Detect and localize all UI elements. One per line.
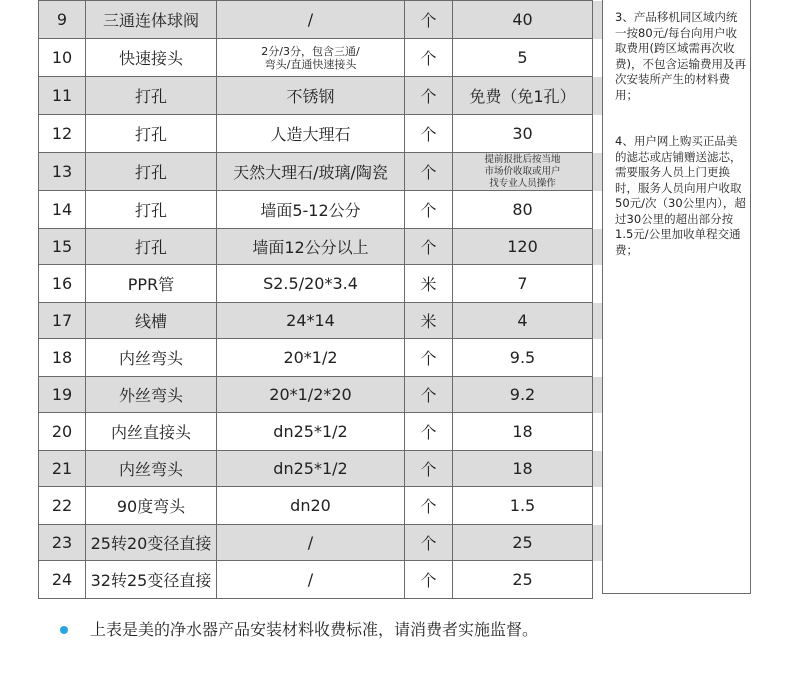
item-name: 打孔 xyxy=(86,77,217,115)
item-price: 9.5 xyxy=(453,339,593,377)
item-unit: 个 xyxy=(405,77,453,115)
item-spec: / xyxy=(217,1,405,39)
row-number: 21 xyxy=(39,451,86,487)
item-unit: 米 xyxy=(405,303,453,339)
item-unit: 个 xyxy=(405,487,453,525)
item-name: PPR管 xyxy=(86,265,217,303)
item-price: 提前报批后按当地 市场价收取或用户 找专业人员操作 xyxy=(453,153,593,191)
item-spec: / xyxy=(217,525,405,561)
item-spec: dn25*1/2 xyxy=(217,451,405,487)
row-number: 16 xyxy=(39,265,86,303)
bullet-dot-icon xyxy=(60,626,68,634)
item-name: 内丝弯头 xyxy=(86,451,217,487)
item-unit: 个 xyxy=(405,115,453,153)
item-name: 打孔 xyxy=(86,229,217,265)
item-spec: 24*14 xyxy=(217,303,405,339)
item-name: 线槽 xyxy=(86,303,217,339)
row-number: 22 xyxy=(39,487,86,525)
row-number: 11 xyxy=(39,77,86,115)
item-unit: 个 xyxy=(405,339,453,377)
item-spec: 人造大理石 xyxy=(217,115,405,153)
item-spec: dn20 xyxy=(217,487,405,525)
item-price: 4 xyxy=(453,303,593,339)
item-price: 25 xyxy=(453,525,593,561)
row-number: 17 xyxy=(39,303,86,339)
row-number: 24 xyxy=(39,561,86,599)
item-spec: dn25*1/2 xyxy=(217,413,405,451)
item-price: 1.5 xyxy=(453,487,593,525)
item-price: 7 xyxy=(453,265,593,303)
item-unit: 个 xyxy=(405,191,453,229)
item-unit: 个 xyxy=(405,451,453,487)
row-number: 19 xyxy=(39,377,86,413)
item-unit: 个 xyxy=(405,561,453,599)
item-price: 免费（免1孔） xyxy=(453,77,593,115)
item-price: 9.2 xyxy=(453,377,593,413)
item-unit: 个 xyxy=(405,1,453,39)
note-3: 3、产品移机同区域内统一按80元/每台向用户收取费用(跨区域需再次收费)，不包含运输费用及再次安装所产生的材料费用； xyxy=(615,10,746,102)
item-name: 内丝弯头 xyxy=(86,339,217,377)
item-unit: 个 xyxy=(405,153,453,191)
item-name: 打孔 xyxy=(86,153,217,191)
item-spec: 20*1/2*20 xyxy=(217,377,405,413)
row-number: 23 xyxy=(39,525,86,561)
item-name: 快速接头 xyxy=(86,39,217,77)
item-name: 90度弯头 xyxy=(86,487,217,525)
item-unit: 个 xyxy=(405,39,453,77)
row-number: 12 xyxy=(39,115,86,153)
item-name: 打孔 xyxy=(86,115,217,153)
item-spec: 墙面5-12公分 xyxy=(217,191,405,229)
item-unit: 个 xyxy=(405,377,453,413)
item-spec: S2.5/20*3.4 xyxy=(217,265,405,303)
item-price: 30 xyxy=(453,115,593,153)
item-price: 5 xyxy=(453,39,593,77)
item-unit: 个 xyxy=(405,413,453,451)
item-unit: 个 xyxy=(405,229,453,265)
item-price: 120 xyxy=(453,229,593,265)
row-number: 10 xyxy=(39,39,86,77)
footer-text: 上表是美的净水器产品安装材料收费标准，请消费者实施监督。 xyxy=(90,620,539,639)
item-price: 18 xyxy=(453,451,593,487)
row-number: 14 xyxy=(39,191,86,229)
item-unit: 米 xyxy=(405,265,453,303)
row-number: 9 xyxy=(39,1,86,39)
item-name: 内丝直接头 xyxy=(86,413,217,451)
row-number: 20 xyxy=(39,413,86,451)
row-number: 18 xyxy=(39,339,86,377)
item-spec: 不锈钢 xyxy=(217,77,405,115)
row-number: 13 xyxy=(39,153,86,191)
item-spec: / xyxy=(217,561,405,599)
item-unit: 个 xyxy=(405,525,453,561)
item-spec: 墙面12公分以上 xyxy=(217,229,405,265)
item-name: 三通连体球阀 xyxy=(86,1,217,39)
item-price: 40 xyxy=(453,1,593,39)
item-price: 25 xyxy=(453,561,593,599)
item-spec: 2分/3分，包含三通/ 弯头/直通快速接头 xyxy=(217,39,405,77)
item-spec: 天然大理石/玻璃/陶瓷 xyxy=(217,153,405,191)
item-price: 80 xyxy=(453,191,593,229)
notes-panel xyxy=(602,0,751,594)
item-price: 18 xyxy=(453,413,593,451)
item-name: 外丝弯头 xyxy=(86,377,217,413)
item-name: 25转20变径直接 xyxy=(86,525,217,561)
item-spec: 20*1/2 xyxy=(217,339,405,377)
item-name: 32转25变径直接 xyxy=(86,561,217,599)
note-4: 4、用户网上购买正品美的滤芯或店铺赠送滤芯，需要服务人员上门更换时，服务人员向用户收取50元/次（30公里内），超过30公里的超出部分按1.5元/公里加收单程交通费； xyxy=(615,134,746,257)
row-number: 15 xyxy=(39,229,86,265)
item-name: 打孔 xyxy=(86,191,217,229)
